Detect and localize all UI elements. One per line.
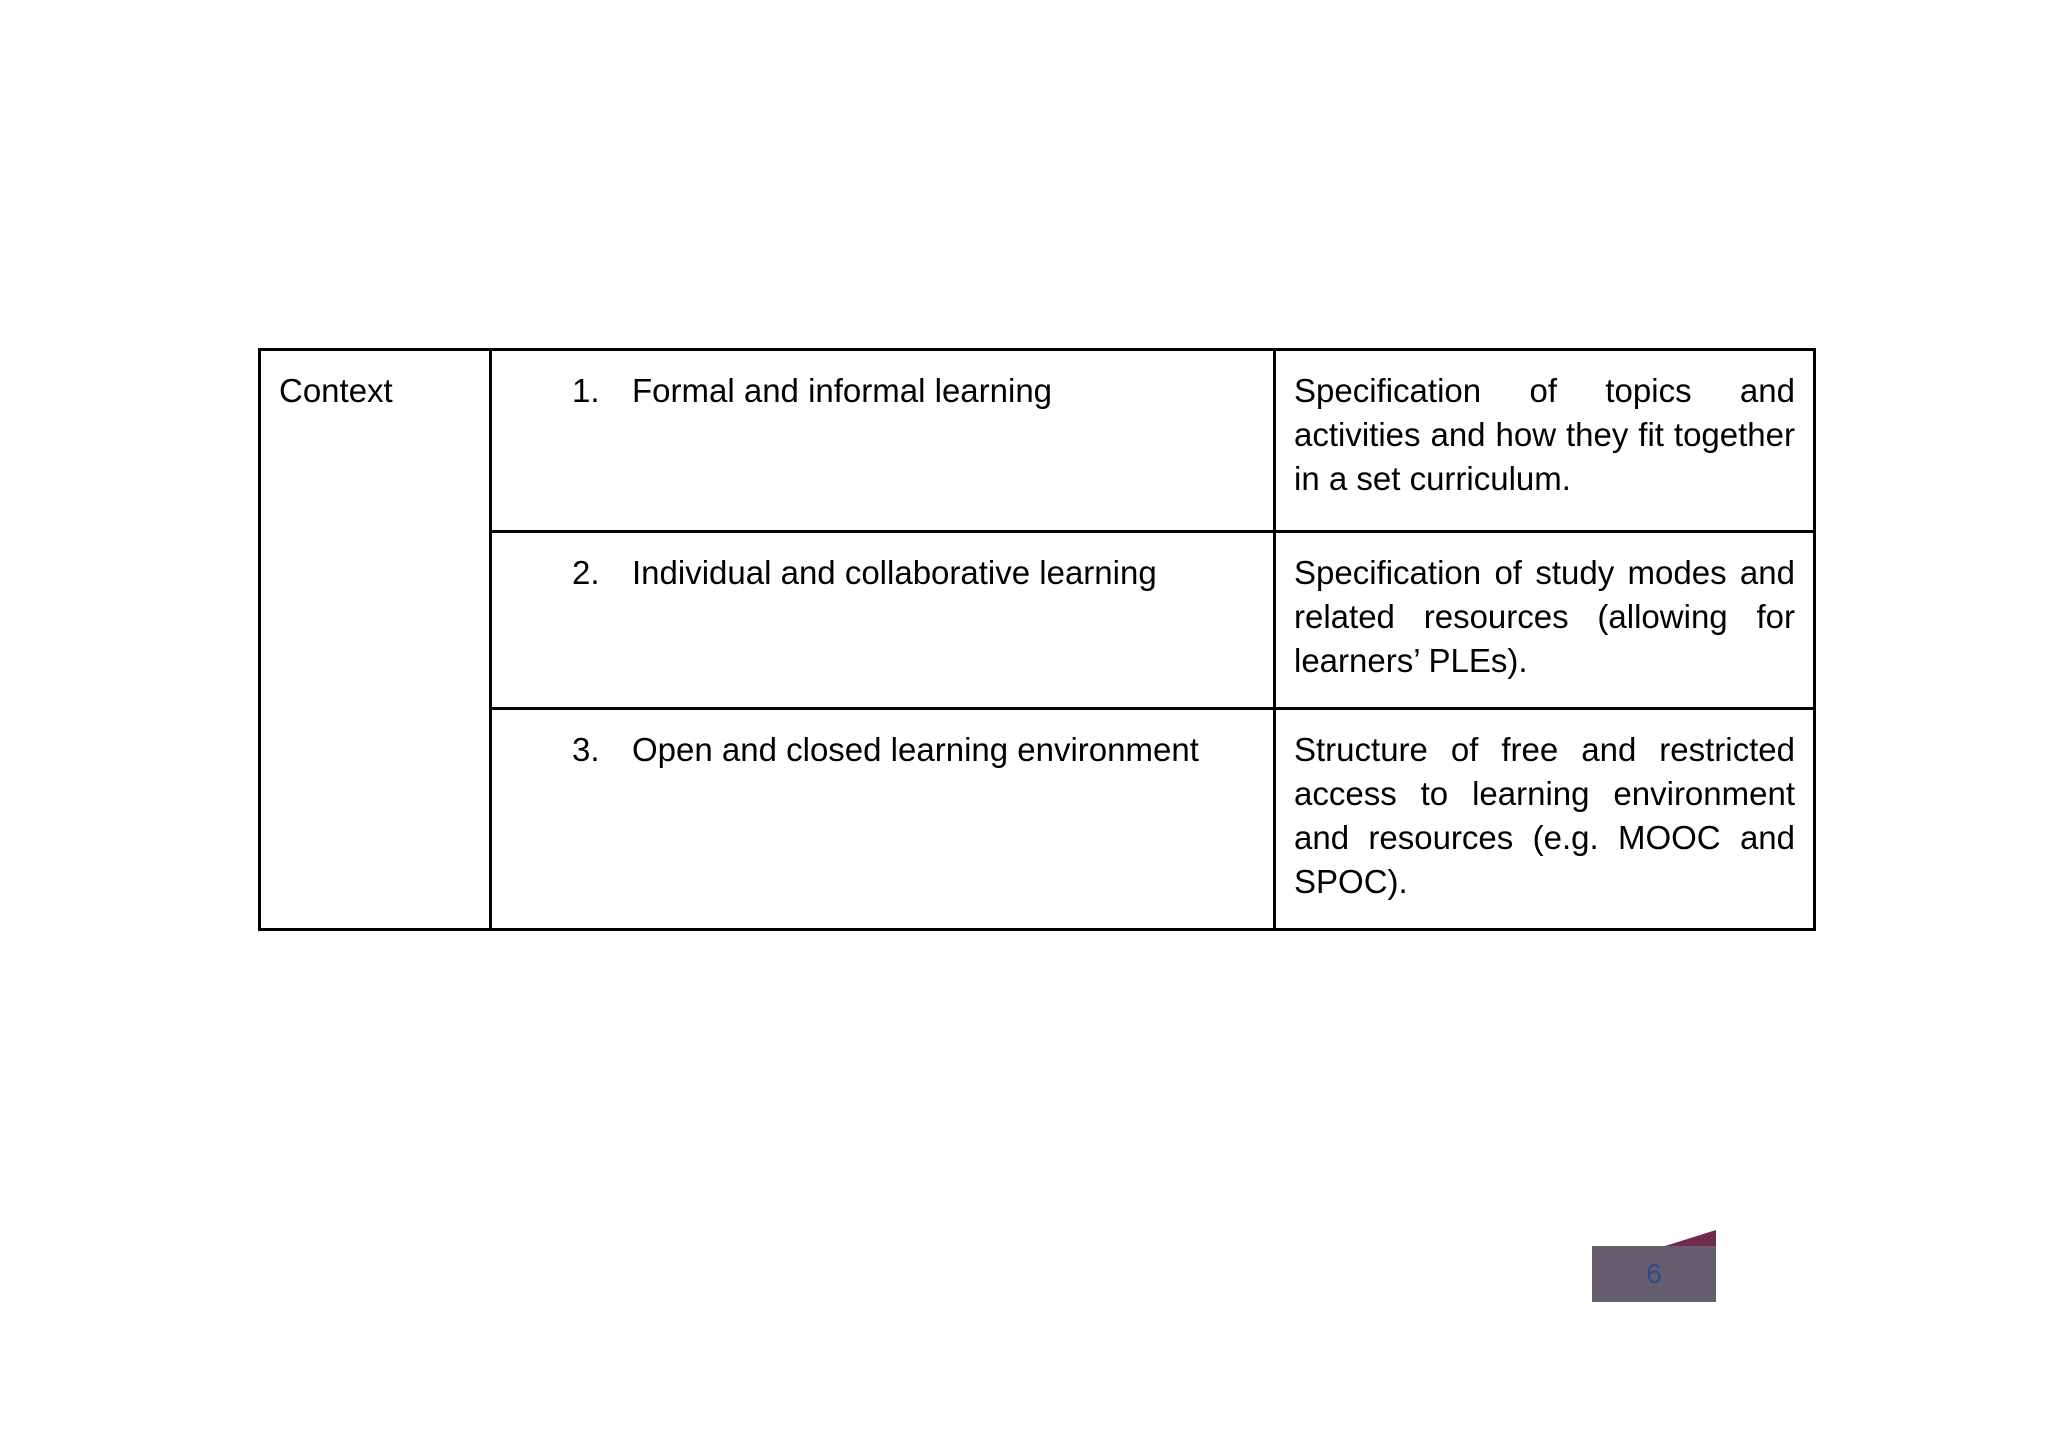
list-item xyxy=(510,728,1255,772)
page-corner-flag xyxy=(1665,1230,1716,1246)
list-number: 3. xyxy=(572,731,600,768)
description-text: Specification of study modes and related resources (allowing for learners’ PLEs). xyxy=(1294,554,1795,679)
item-text: Formal and informal learning xyxy=(632,372,1053,409)
description-cell xyxy=(1275,709,1815,930)
page-number-tab xyxy=(1592,1246,1716,1302)
description-text: Specification of topics and activities and how they fit together in a set curriculum. xyxy=(1294,372,1795,497)
table-row xyxy=(260,532,1815,709)
description-text: Structure of free and restricted access to learning environment and resources (e.g. MOOC and SPOC). xyxy=(1294,731,1795,900)
table-row xyxy=(260,709,1815,930)
category-label: Context xyxy=(279,372,393,409)
list-number: 2. xyxy=(572,554,600,591)
item-cell xyxy=(491,532,1275,709)
description-cell xyxy=(1275,350,1815,532)
context-table xyxy=(258,348,1816,931)
list-number: 1. xyxy=(572,372,600,409)
category-cell xyxy=(260,350,491,930)
item-cell xyxy=(491,709,1275,930)
item-cell xyxy=(491,350,1275,532)
item-text: Open and closed learning environment xyxy=(632,731,1199,768)
document-table-container xyxy=(258,348,1813,931)
list-item xyxy=(510,551,1255,595)
description-cell xyxy=(1275,532,1815,709)
page-number: 6 xyxy=(1646,1258,1662,1289)
item-text: Individual and collaborative learning xyxy=(632,554,1157,591)
list-item xyxy=(510,369,1255,413)
table-row xyxy=(260,350,1815,532)
